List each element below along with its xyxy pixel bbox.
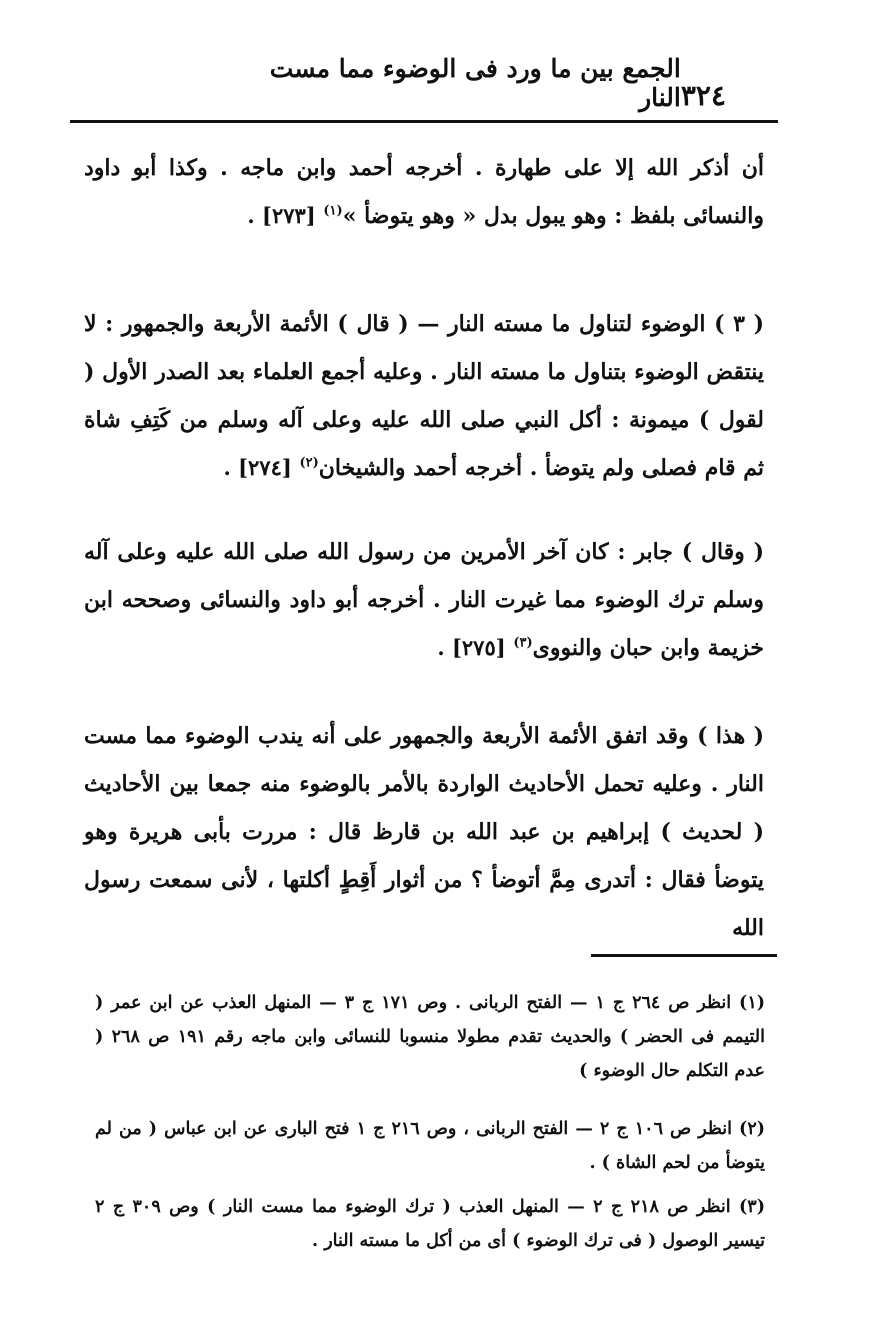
paragraph-2-text: ( قال ) الأئمة الأربعة والجمهور : لا ينتقض الوضوء بتناول ما مسته النار . وعليه أجمع العلماء بعد الصدر الأول ( لقول ) ميمونة : أكل النبي صلى الله عليه وعلى آله وسلم من كَتِفِ شاة ثم قام فصلى ولم يتوضأ . أخرجه أحمد والشيخان: [84, 311, 764, 481]
footnote-rule: [591, 954, 777, 957]
paragraph-3: [84, 528, 764, 672]
page-header: [70, 54, 778, 112]
footnote-2: (٢) انظر ص ١٠٦ ج ٢ — الفتح الربانى ، وص ٢١٦ ج ١ فتح البارى عن ابن عباس ( من لم يتوضأ من لحم الشاة ) .: [95, 1119, 766, 1173]
hadith-ref-275: [٢٧٥] .: [437, 635, 506, 660]
footnote-1: (١) انظر ص ٢٦٤ ج ١ — الفتح الربانى . وص ١٧١ ج ٣ — المنهل العذب عن ابن عمر ( التيمم فى الحضر ) والحديث تقدم مطولا منسوبا للنسائى وابن ماجه رقم ١٩١ ص ٢٦٨ ( عدم التكلم حال الوضوء ): [95, 993, 766, 1081]
paragraph-1-text: أن أذكر الله إلا على طهارة . أخرجه أحمد وابن ماجه . وكذا أبو داود والنسائى بلفظ : وهو يبول بدل « وهو يتوضأ »: [84, 155, 764, 229]
footnote-marker-3: (٣): [513, 635, 533, 651]
paragraph-4: [84, 712, 764, 952]
page-number: ٣٢٤: [680, 79, 726, 112]
paragraph-1: [84, 144, 764, 240]
paragraph-3-text: ( وقال ) جابر : كان آخر الأمرين من رسول الله صلى الله عليه وعلى آله وسلم ترك الوضوء مما غيرت النار . أخرجه أبو داود والنسائى وصححه ابن خزيمة وابن حبان والنووى: [84, 539, 764, 661]
running-title: الجمع بين ما ورد فى الوضوء مما مست النار: [269, 54, 681, 112]
footnote-marker-2: (٢): [299, 455, 319, 471]
section-heading: ( ٣ ) الوضوء لتناول ما مسته النار —: [417, 311, 765, 337]
header-rule: [70, 120, 778, 123]
hadith-ref-273: [٢٧٣] .: [247, 203, 316, 228]
footnote-marker-1: (١): [323, 203, 343, 219]
footnote-3: (٣) انظر ص ٢١٨ ج ٢ — المنهل العذب ( ترك الوضوء مما مست النار ) وص ٣٠٩ ج ٢ تيسير الوصول ( فى ترك الوضوء ) أى من أكل ما مسته النار .: [95, 1197, 765, 1251]
hadith-ref-274: [٢٧٤] .: [223, 455, 292, 480]
paragraph-4-text: ( هذا ) وقد اتفق الأئمة الأربعة والجمهور على أنه يندب الوضوء مما مست النار . وعليه تحمل الأحاديث الواردة بالأمر بالوضوء منه جمعا بين الأحاديث ( لحديث ) إبراهيم بن عبد الله بن قارظ قال : مررت بأبى هريرة وهو يتوضأ فقال : أتدرى مِمَّ أتوضأ ؟ من أثوار أَقِطٍ أكلتها ، لأنى سمعت رسول الله: [84, 723, 764, 941]
paragraph-2: [84, 300, 764, 492]
